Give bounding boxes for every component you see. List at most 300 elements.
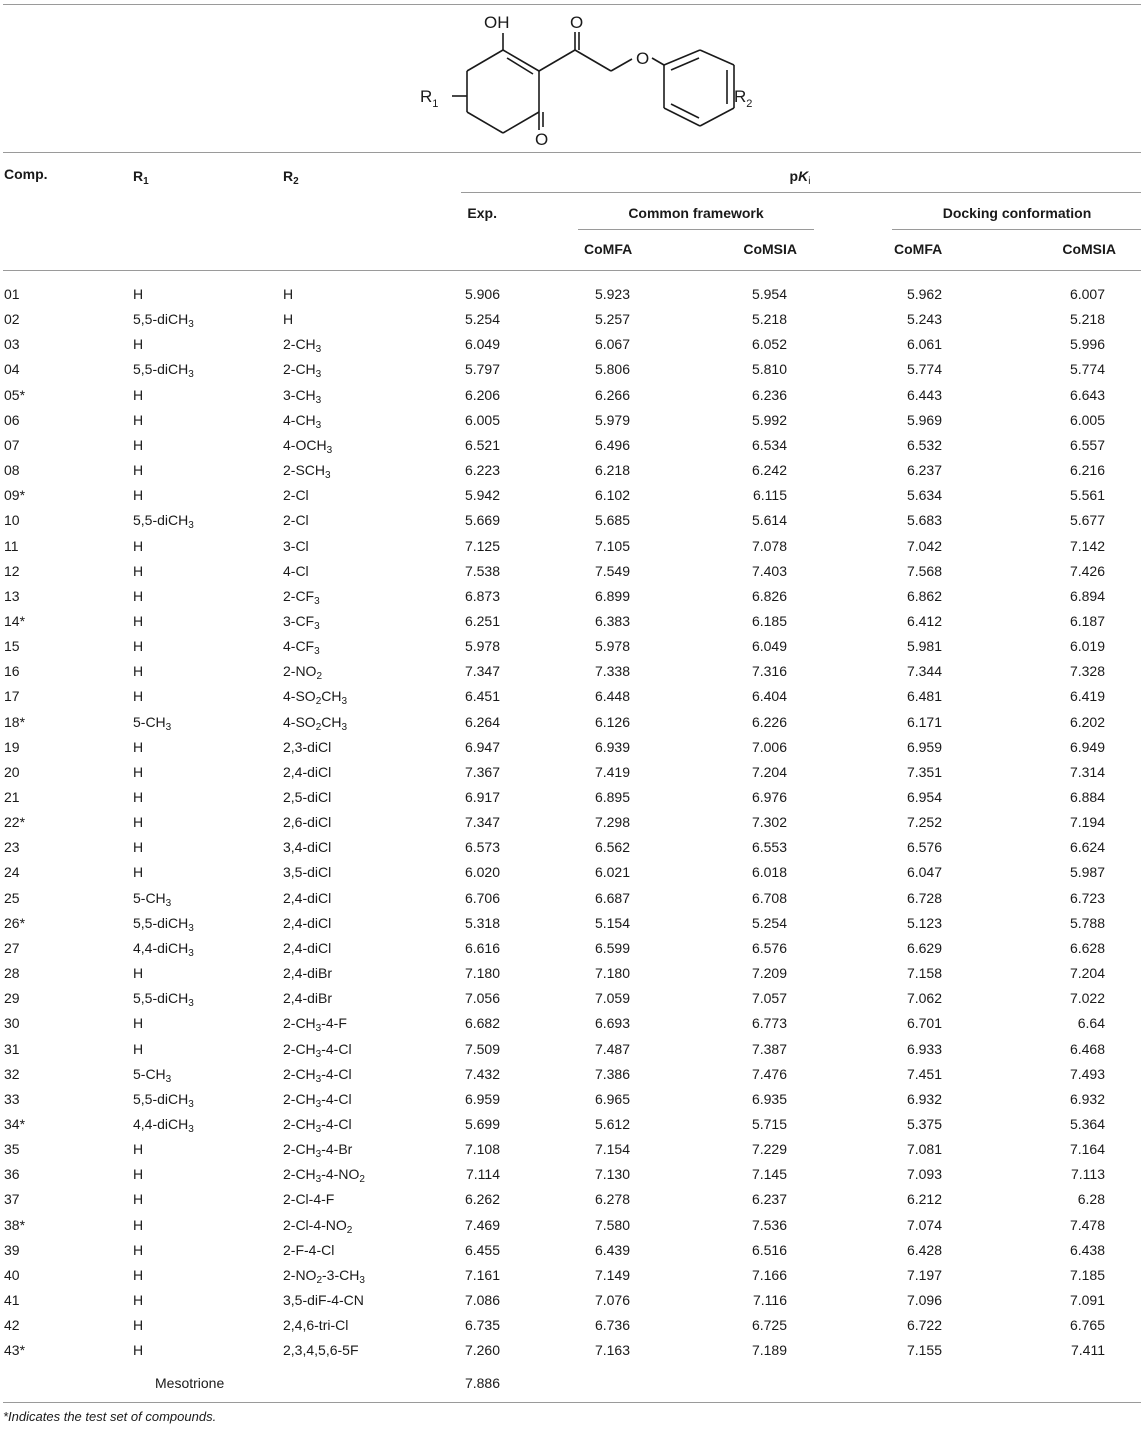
cell-dc-comsia: 7.204	[1069, 965, 1105, 981]
cell-dc-comfa: 6.428	[906, 1241, 942, 1258]
cell-cf-comfa: 6.899	[594, 587, 630, 604]
cell-exp: 6.264	[464, 713, 500, 730]
cell-exp: 7.347	[464, 814, 500, 831]
cell-comp: 41	[4, 1292, 20, 1308]
header-bottom-rule	[3, 270, 1141, 271]
cell-cf-comfa: 5.612	[594, 1115, 630, 1132]
cell-exp: 7.432	[464, 1065, 500, 1082]
cell-cf-comsia: 5.614	[751, 512, 787, 529]
cell-cf-comsia: 6.226	[751, 713, 787, 730]
cell-dc-comsia: 5.987	[1069, 864, 1105, 881]
cell-exp: 6.005	[464, 411, 500, 428]
cell-comp: 08	[4, 462, 20, 478]
cell-r1: H	[133, 864, 144, 881]
cell-r2: $2-CH_3-4-NO_2$	[283, 1166, 365, 1186]
header-exp: Exp.	[467, 205, 497, 221]
cell-cf-comfa: 6.383	[594, 613, 630, 629]
cell-exp: 6.917	[464, 789, 500, 805]
cell-r2: 3,5-diF-4-CN	[283, 1292, 364, 1308]
cell-dc-comfa: 6.728	[906, 889, 942, 906]
cell-dc-comfa: 6.932	[906, 1090, 942, 1107]
cell-cf-comfa: 7.386	[594, 1065, 630, 1082]
cell-comp: 25	[4, 889, 20, 906]
cell-comp: 39	[4, 1241, 20, 1258]
cell-r2: $2-CH_3$	[283, 361, 322, 381]
cell-r2: 3,4-diCl	[283, 839, 332, 856]
header-dc-comfa: CoMFA	[894, 241, 943, 257]
cell-r1: 5,5-diCH$_3$	[133, 361, 194, 381]
cell-dc-comsia: 7.493	[1069, 1065, 1105, 1082]
cell-comp: 22*	[4, 814, 26, 831]
cell-dc-comsia: 6.624	[1069, 839, 1105, 856]
cell-cf-comfa: 6.266	[594, 386, 630, 403]
cell-cf-comsia: 7.476	[751, 1065, 787, 1082]
cell-dc-comsia: 5.218	[1069, 311, 1105, 328]
cell-r2: 2,3,4,5,6-5F	[283, 1342, 359, 1359]
cell-r1: H	[133, 1342, 144, 1359]
header-r2: $R_2$	[283, 168, 299, 187]
cell-cf-comsia: 6.576	[751, 939, 787, 956]
cell-cf-comsia: 6.018	[751, 864, 787, 881]
cell-r1: H	[133, 336, 144, 353]
cell-r1: H	[133, 763, 144, 780]
cell-dc-comfa: 6.237	[906, 462, 942, 478]
header-r1: $R_1$	[133, 168, 149, 187]
cell-dc-comsia: 6.557	[1069, 436, 1105, 453]
cell-cf-comsia: 6.935	[751, 1090, 787, 1107]
cell-exp: 5.254	[464, 311, 500, 328]
cell-cf-comsia: 6.237	[751, 1191, 787, 1208]
cell-dc-comsia: 6.187	[1069, 613, 1105, 629]
cell-exp: 7.180	[464, 965, 500, 981]
cell-r1: H	[133, 487, 144, 504]
cell-comp: 30	[4, 1015, 20, 1032]
cell-exp: 7.260	[464, 1342, 500, 1359]
cell-dc-comsia: 6.949	[1069, 738, 1105, 755]
cell-exp: 5.942	[464, 487, 500, 504]
cell-cf-comfa: 5.154	[594, 914, 630, 931]
cell-cf-comfa: 7.580	[594, 1216, 630, 1233]
cell-dc-comsia: 5.677	[1069, 512, 1105, 529]
cell-dc-comfa: 6.481	[906, 688, 942, 705]
cell-dc-comsia: 6.932	[1069, 1090, 1105, 1107]
cell-cf-comsia: 5.992	[751, 411, 787, 428]
cell-cf-comfa: 7.154	[594, 1141, 630, 1158]
cell-comp: 43*	[4, 1342, 26, 1359]
cell-r2: 2,3-diCl	[283, 738, 332, 755]
cell-dc-comfa: 6.576	[906, 839, 942, 856]
cell-cf-comsia: 7.316	[751, 663, 787, 680]
cell-dc-comfa: 5.375	[906, 1115, 942, 1132]
cell-dc-comfa: 6.532	[906, 436, 942, 453]
cell-dc-comfa: 7.155	[906, 1342, 942, 1359]
cell-cf-comsia: 5.715	[751, 1115, 787, 1132]
cell-dc-comfa: 6.212	[906, 1191, 942, 1208]
cell-exp: 6.682	[464, 1015, 500, 1032]
cell-cf-comfa: 7.298	[594, 814, 630, 831]
pki-rule	[461, 192, 1141, 193]
cell-dc-comsia: 7.164	[1069, 1141, 1105, 1158]
cell-r1: H	[133, 562, 144, 579]
cell-cf-comfa: 7.487	[594, 1040, 630, 1057]
r1-label: $R_1$	[420, 87, 439, 110]
cell-r1: H	[133, 1015, 144, 1032]
cell-comp: 32	[4, 1065, 20, 1082]
cell-cf-comsia: 6.553	[751, 839, 787, 856]
cell-dc-comsia: 7.022	[1069, 990, 1105, 1007]
cell-r2: $2-CH_3-4-Br$	[283, 1141, 353, 1161]
cell-comp: 38*	[4, 1216, 26, 1233]
cell-exp: 5.669	[464, 512, 500, 529]
cell-r2: 2-Cl	[283, 487, 309, 504]
cell-dc-comsia: 6.202	[1069, 713, 1105, 730]
cell-exp: 6.251	[464, 613, 500, 629]
cell-r2: $4-CH_3$	[283, 411, 322, 431]
cell-r2: $3-CF_3$	[283, 613, 320, 632]
cell-cf-comsia: 6.976	[751, 789, 787, 805]
cell-cf-comfa: 7.338	[594, 663, 630, 680]
cell-exp: 7.469	[464, 1216, 500, 1233]
cell-cf-comfa: 6.736	[594, 1317, 630, 1334]
header-cf-comfa: CoMFA	[584, 241, 633, 257]
cell-r1: H	[133, 286, 144, 302]
cell-dc-comsia: 6.468	[1069, 1040, 1105, 1057]
cell-r2: 2-Cl-4-F	[283, 1191, 335, 1208]
footnote: *Indicates the test set of compounds.	[3, 1409, 217, 1424]
ether-o-label: O	[636, 49, 650, 68]
cell-r1: H	[133, 537, 144, 554]
cell-exp: 7.509	[464, 1040, 500, 1057]
cell-dc-comfa: 7.074	[906, 1216, 942, 1233]
cell-dc-comfa: 7.252	[906, 814, 942, 831]
cell-cf-comfa: 6.439	[594, 1241, 630, 1258]
oh-label: OH	[484, 13, 510, 32]
cell-dc-comsia: 7.478	[1069, 1216, 1105, 1233]
cell-dc-comfa: 7.568	[906, 562, 942, 579]
cell-dc-comsia: 6.643	[1069, 386, 1105, 403]
cell-r2: $2-CH_3-4-Cl$	[283, 1065, 352, 1085]
cell-dc-comsia: 7.426	[1069, 562, 1105, 579]
cell-comp: 31	[4, 1040, 20, 1057]
cell-r2: H	[283, 311, 294, 328]
cell-cf-comfa: 7.180	[594, 965, 630, 981]
cell-cf-comfa: 7.130	[594, 1166, 630, 1183]
carbonyl-o-label: O	[570, 13, 584, 32]
cell-cf-comsia: 6.236	[751, 386, 787, 403]
chemical-structure-diagram	[400, 8, 753, 149]
cell-comp: 09*	[4, 487, 26, 504]
cell-r2: 2,4-diCl	[283, 763, 332, 780]
cell-cf-comfa: 6.693	[594, 1015, 630, 1032]
cell-r2: H	[283, 286, 294, 302]
cell-cf-comfa: 7.163	[594, 1342, 630, 1359]
cell-cf-comsia: 6.826	[751, 587, 787, 604]
cell-r1: H	[133, 411, 144, 428]
cell-cf-comfa: 6.496	[594, 436, 630, 453]
cell-r2: $2-SCH_3$	[283, 462, 331, 481]
cell-r2: $2-NO_2$	[283, 663, 323, 683]
cell-cf-comsia: 7.166	[751, 1266, 787, 1283]
cell-comp: 05*	[4, 386, 26, 403]
cell-comp: 34*	[4, 1115, 26, 1132]
cell-cf-comfa: 6.067	[594, 336, 630, 353]
cell-cf-comsia: 7.057	[751, 990, 787, 1007]
cell-r2: $2-CH_3$	[283, 336, 322, 356]
cell-exp: 7.114	[466, 1166, 500, 1183]
cell-exp: 6.959	[464, 1090, 500, 1107]
cell-r1: H	[133, 1191, 144, 1208]
cell-r2: $2-NO_2-3-CH_3$	[283, 1266, 365, 1286]
cell-dc-comsia: 7.185	[1069, 1266, 1105, 1283]
cell-r1: H	[133, 1292, 144, 1308]
cell-dc-comsia: 5.364	[1069, 1115, 1105, 1132]
header-top-rule	[3, 152, 1141, 153]
cell-dc-comsia: 6.723	[1069, 889, 1105, 906]
cell-cf-comsia: 6.242	[751, 462, 787, 478]
cell-r2: $4-SO_2CH_3$	[283, 713, 348, 733]
cell-comp: 36	[4, 1166, 20, 1183]
cell-cf-comsia: 7.116	[753, 1292, 787, 1308]
cell-exp: 5.318	[464, 914, 500, 931]
cell-cf-comsia: 7.204	[751, 763, 787, 780]
cell-r2: $2-Cl-4-NO_2$	[283, 1216, 353, 1236]
cell-cf-comfa: 6.278	[594, 1191, 630, 1208]
cell-exp: 6.049	[464, 336, 500, 353]
cell-cf-comfa: 7.419	[594, 763, 630, 780]
cell-cf-comfa: 6.218	[594, 462, 630, 478]
cell-dc-comfa: 7.042	[906, 537, 942, 554]
cell-comp: 10	[4, 512, 20, 529]
cell-r1: H	[133, 1166, 144, 1183]
cell-dc-comsia: 7.194	[1069, 814, 1105, 831]
cell-r1: H	[133, 1040, 144, 1057]
cell-cf-comfa: 7.076	[594, 1292, 630, 1308]
cell-dc-comfa: 7.451	[906, 1065, 942, 1082]
cell-r1: $5-CH_3$	[133, 1065, 172, 1085]
cell-cf-comfa: 6.021	[594, 864, 630, 881]
cell-dc-comsia: 5.561	[1069, 487, 1105, 504]
cell-r2: 2-F-4-Cl	[283, 1241, 335, 1258]
cell-exp: 6.873	[464, 587, 500, 604]
cell-r1: H	[133, 839, 144, 856]
mesotrione-exp: 7.886	[464, 1375, 500, 1391]
cell-r1: H	[133, 1266, 144, 1283]
cell-r1: H	[133, 462, 144, 478]
cell-r2: 2-Cl	[283, 512, 309, 529]
cell-cf-comsia: 7.078	[751, 537, 787, 554]
cell-r1: H	[133, 587, 144, 604]
cell-dc-comfa: 6.701	[906, 1015, 942, 1032]
cell-r1: H	[133, 738, 144, 755]
cell-cf-comsia: 5.810	[751, 361, 787, 378]
cell-dc-comsia: 6.019	[1069, 638, 1105, 655]
cell-dc-comfa: 5.243	[906, 311, 942, 328]
cell-comp: 07	[4, 436, 20, 453]
cell-comp: 29	[4, 990, 20, 1007]
cell-r1: H	[133, 814, 144, 831]
cell-cf-comsia: 6.708	[751, 889, 787, 906]
cell-dc-comfa: 6.954	[906, 789, 942, 805]
ketone-o-label: O	[535, 130, 549, 149]
cell-r1: $5-CH_3$	[133, 713, 172, 733]
cell-cf-comfa: 7.105	[594, 537, 630, 554]
cell-r2: $2-CH_3-4-Cl$	[283, 1040, 352, 1060]
cell-cf-comsia: 6.049	[751, 638, 787, 655]
cell-cf-comsia: 7.302	[751, 814, 787, 831]
cell-dc-comsia: 6.628	[1069, 939, 1105, 956]
cell-dc-comfa: 6.171	[906, 713, 942, 730]
cell-comp: 11	[4, 537, 19, 554]
cell-comp: 13	[4, 587, 20, 604]
cell-r2: 2,4-diBr	[283, 990, 333, 1007]
cell-r1: H	[133, 965, 144, 981]
cell-r2: $2-CH_3-4-F$	[283, 1015, 347, 1035]
cell-dc-comsia: 7.113	[1071, 1166, 1105, 1183]
cell-exp: 6.451	[464, 688, 500, 705]
cell-dc-comfa: 6.722	[906, 1317, 942, 1334]
cell-comp: 06	[4, 411, 20, 428]
cell-exp: 6.455	[464, 1241, 500, 1258]
cell-r1: H	[133, 789, 144, 805]
cell-r2: $2-CH_3-4-Cl$	[283, 1090, 352, 1110]
cell-cf-comsia: 6.115	[753, 487, 787, 504]
cell-dc-comfa: 5.683	[906, 512, 942, 529]
cell-cf-comsia: 6.534	[751, 436, 787, 453]
docking-rule	[892, 229, 1141, 230]
cell-dc-comsia: 6.005	[1069, 411, 1105, 428]
cell-r1: H	[133, 1241, 144, 1258]
cell-dc-comsia: 5.788	[1069, 914, 1105, 931]
cell-r2: 4-Cl	[283, 562, 309, 579]
cell-cf-comsia: 6.404	[751, 688, 787, 705]
cell-dc-comsia: 7.328	[1069, 663, 1105, 680]
cell-cf-comsia: 6.773	[751, 1015, 787, 1032]
cell-comp: 02	[4, 311, 20, 328]
cell-comp: 17	[4, 688, 20, 705]
cell-r1: H	[133, 436, 144, 453]
cell-dc-comfa: 7.344	[906, 663, 942, 680]
cell-r2: $4-SO_2CH_3$	[283, 688, 348, 708]
cell-exp: 7.125	[464, 537, 500, 554]
cell-r1: H	[133, 386, 144, 403]
cell-cf-comsia: 5.954	[751, 286, 787, 302]
cell-r1: H	[133, 688, 144, 705]
cell-cf-comfa: 6.687	[594, 889, 630, 906]
cell-dc-comfa: 7.158	[906, 965, 942, 981]
cell-exp: 5.906	[464, 286, 500, 302]
cell-cf-comfa: 7.059	[594, 990, 630, 1007]
cell-dc-comsia: 5.996	[1069, 336, 1105, 353]
cell-exp: 7.538	[464, 562, 500, 579]
cell-exp: 7.347	[464, 663, 500, 680]
cell-r2: 3,5-diCl	[283, 864, 332, 881]
cell-dc-comsia: 6.007	[1069, 286, 1105, 302]
cell-comp: 33	[4, 1090, 20, 1107]
cell-exp: 5.978	[464, 638, 500, 655]
cell-comp: 26*	[4, 914, 26, 931]
cell-dc-comfa: 5.969	[906, 411, 942, 428]
cell-cf-comsia: 6.185	[751, 613, 787, 629]
cell-exp: 6.947	[464, 738, 500, 755]
table-bottom-rule	[3, 1402, 1141, 1403]
cell-r2: $4-CF_3$	[283, 638, 320, 658]
cell-cf-comfa: 6.939	[594, 738, 630, 755]
cell-comp: 35	[4, 1141, 20, 1158]
cell-r1: 5,5-diCH$_3$	[133, 990, 194, 1010]
cell-dc-comfa: 7.081	[906, 1141, 942, 1158]
cell-r1: 5,5-diCH$_3$	[133, 512, 194, 532]
cell-comp: 40	[4, 1266, 20, 1283]
cell-r2: 2,4-diCl	[283, 939, 332, 956]
cell-comp: 20	[4, 763, 20, 780]
cell-r1: 5,5-diCH$_3$	[133, 311, 194, 331]
cell-exp: 6.735	[464, 1317, 500, 1334]
cell-cf-comfa: 5.978	[594, 638, 630, 655]
cell-r1: H	[133, 638, 144, 655]
cell-comp: 24	[4, 864, 20, 881]
cell-dc-comfa: 6.933	[906, 1040, 942, 1057]
cell-comp: 12	[4, 562, 20, 579]
cell-dc-comfa: 6.061	[906, 336, 942, 353]
cell-cf-comfa: 6.965	[594, 1090, 630, 1107]
cell-r2: 2,4-diCl	[283, 889, 332, 906]
cell-dc-comfa: 5.962	[906, 286, 942, 302]
cell-r1: H	[133, 1141, 144, 1158]
cell-cf-comfa: 7.549	[594, 562, 630, 579]
cell-dc-comsia: 7.091	[1069, 1292, 1105, 1308]
cell-r2: $4-OCH_3$	[283, 436, 333, 456]
cell-exp: 7.161	[464, 1266, 500, 1283]
cell-cf-comsia: 7.229	[751, 1141, 787, 1158]
cell-r2: $2-CH_3-4-Cl$	[283, 1115, 352, 1135]
top-rule	[3, 4, 1141, 5]
cell-comp: 21	[4, 789, 20, 805]
cell-cf-comfa: 5.257	[594, 311, 630, 328]
cell-dc-comfa: 6.862	[906, 587, 942, 604]
cell-comp: 01	[4, 286, 20, 302]
cell-dc-comfa: 7.062	[906, 990, 942, 1007]
cell-exp: 6.206	[464, 386, 500, 403]
cell-comp: 14*	[4, 613, 26, 629]
cell-r1: 5,5-diCH$_3$	[133, 1090, 194, 1110]
cell-cf-comsia: 7.403	[751, 562, 787, 579]
header-comp: Comp.	[4, 166, 48, 182]
cell-exp: 5.699	[464, 1115, 500, 1132]
cell-comp: 28	[4, 965, 20, 981]
header-common-framework: Common framework	[628, 205, 764, 221]
cell-comp: 42	[4, 1317, 20, 1334]
cell-comp: 23	[4, 839, 20, 856]
cell-dc-comsia: 7.314	[1069, 763, 1105, 780]
cell-cf-comsia: 7.209	[751, 965, 787, 981]
cell-cf-comfa: 5.806	[594, 361, 630, 378]
cell-exp: 6.521	[464, 436, 500, 453]
cell-cf-comsia: 5.254	[751, 914, 787, 931]
cell-comp: 03	[4, 336, 20, 353]
cell-dc-comsia: 6.64	[1077, 1015, 1105, 1032]
cell-dc-comsia: 6.28	[1077, 1191, 1105, 1208]
cell-cf-comsia: 7.387	[751, 1040, 787, 1057]
cell-exp: 6.262	[464, 1191, 500, 1208]
cell-comp: 04	[4, 361, 20, 378]
cell-exp: 6.706	[464, 889, 500, 906]
header-pki: $pK_i$	[789, 168, 811, 187]
cell-dc-comsia: 6.894	[1069, 587, 1105, 604]
header-dc-comsia: CoMSIA	[1062, 241, 1116, 257]
cell-cf-comfa: 6.102	[594, 487, 630, 504]
cell-dc-comsia: 5.774	[1069, 361, 1105, 378]
cell-dc-comfa: 5.123	[906, 914, 942, 931]
